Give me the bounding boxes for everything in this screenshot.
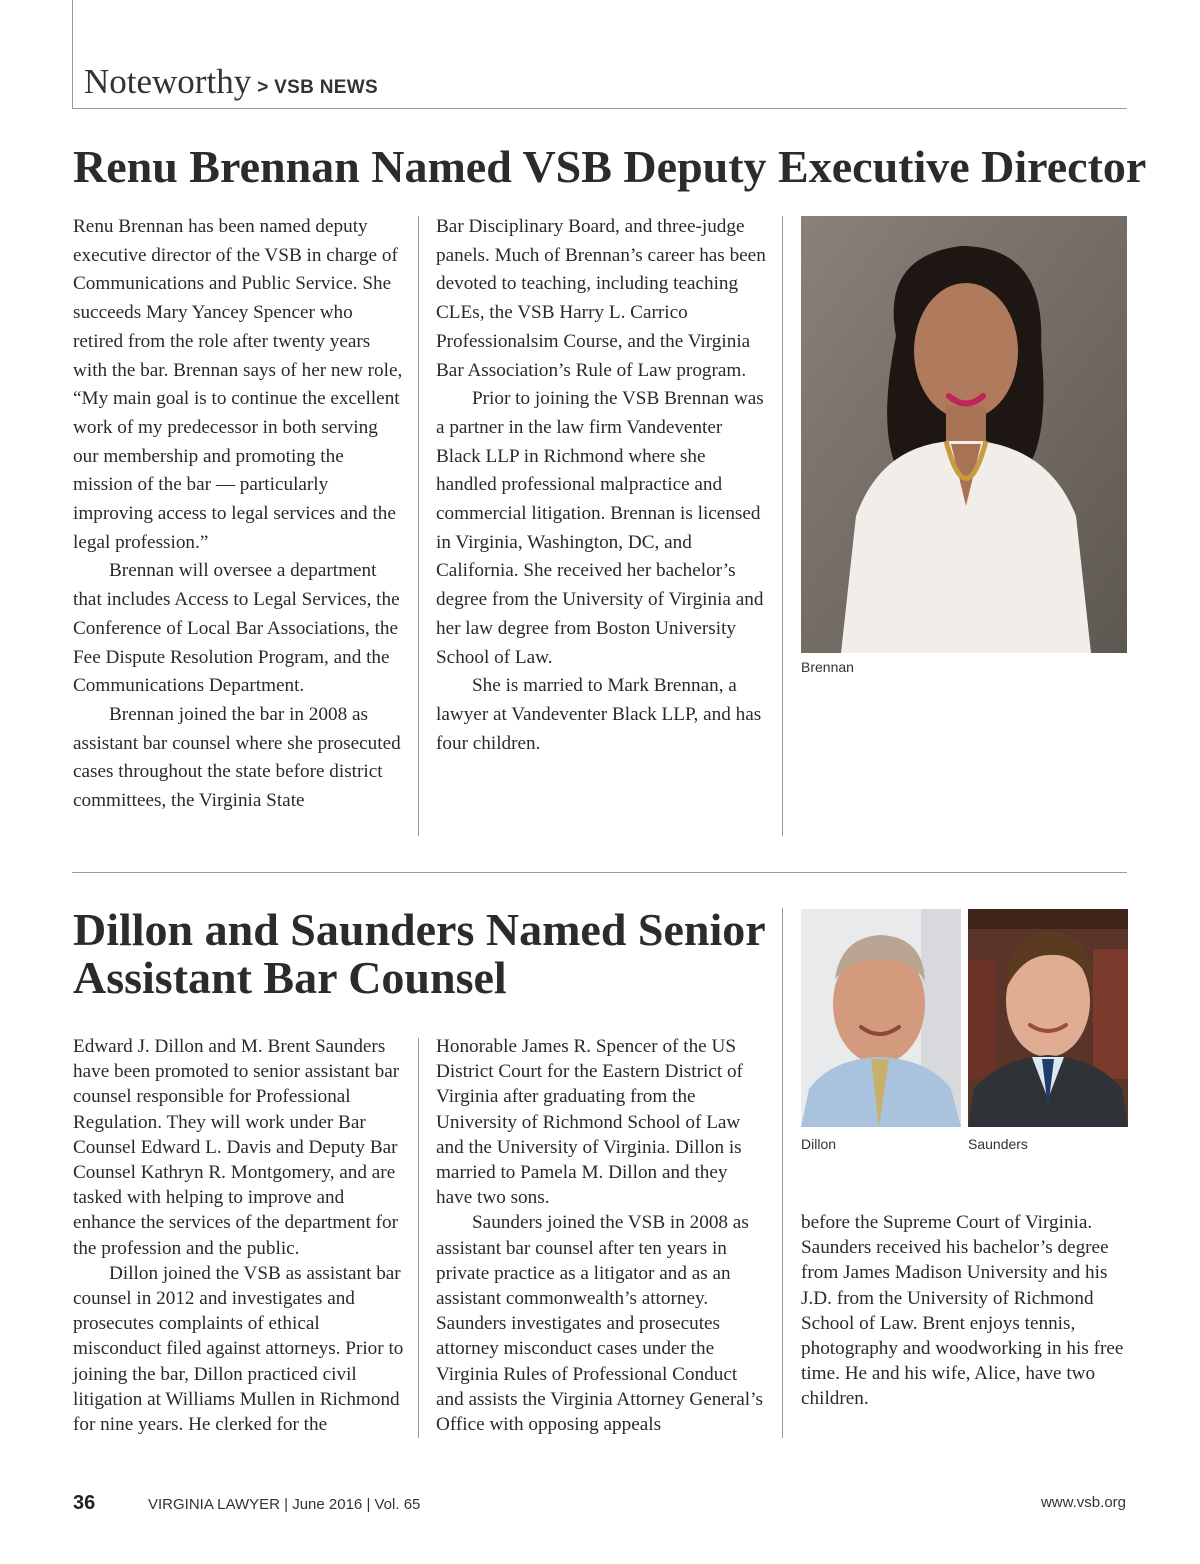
article2-column-1 xyxy=(73,1034,405,1437)
column-divider xyxy=(782,216,783,836)
article1-column-2 xyxy=(436,213,768,758)
section-name: Noteworthy xyxy=(84,62,252,101)
brennan-portrait-illustration xyxy=(801,216,1127,653)
saunders-portrait-illustration xyxy=(968,909,1128,1127)
section-header xyxy=(84,62,378,102)
brennan-photo xyxy=(801,216,1127,653)
subsection-name: > VSB NEWS xyxy=(257,77,378,98)
article2-title: Dillon and Saunders Named Senior Assistant Bar Counsel xyxy=(73,904,765,1003)
article2-column-2 xyxy=(436,1034,768,1437)
article1-paragraph: Brennan joined the bar in 2008 as assistant bar counsel where she prosecuted cases throughout the state before district committees, the Virginia State xyxy=(73,703,401,812)
article2-paragraph: Edward J. Dillon and M. Brent Saunders have been promoted to senior assistant bar counsel responsible for Professional Regulation. They will work under Bar Counsel Edward L. Davis and Deputy Bar Counsel Kathryn R. Montgomery, and are tasked with helping to improve and enhance the services of the department for the profession and the public. xyxy=(73,1036,400,1259)
article-separator-rule xyxy=(72,872,1127,873)
dillon-photo-caption: Dillon xyxy=(801,1136,837,1152)
header-rule xyxy=(72,108,1127,109)
column-divider xyxy=(418,216,419,836)
article1-title: Renu Brennan Named VSB Deputy Executive Director xyxy=(73,141,1147,192)
dillon-portrait-illustration xyxy=(801,909,961,1127)
dillon-photo xyxy=(801,909,961,1127)
page-number: 36 xyxy=(73,1492,96,1514)
column-divider xyxy=(418,1038,419,1438)
article2-paragraph: Honorable James R. Spencer of the US District Court for the Eastern District of Virginia after graduating from the University of Richmond School of Law and the University of Virginia. Dillon is married to Pamela M. Dillon and they have two sons. xyxy=(436,1036,743,1209)
column-divider xyxy=(782,908,783,1438)
article2-column-3 xyxy=(801,1210,1127,1412)
saunders-photo-caption: Saunders xyxy=(968,1136,1028,1152)
article2-paragraph: Dillon joined the VSB as assistant bar counsel in 2012 and investigates and prosecutes complaints of ethical misconduct filed against attorneys. Prior to joining the bar, Dillon practiced civil litigation at Williams Mullen in Richmond for nine years. He clerked for the xyxy=(73,1262,404,1436)
header-vertical-rule xyxy=(72,0,73,108)
article2-paragraph: before the Supreme Court of Virginia. Saunders received his bachelor’s degree from James Madison University and his J.D. from the University of Richmond School of Law. Brent enjoys tennis, photography and woodworking in his free time. He and his wife, Alice, have two children. xyxy=(801,1212,1124,1410)
website-url: www.vsb.org xyxy=(1040,1494,1126,1511)
article1-paragraph: Prior to joining the VSB Brennan was a partner in the law firm Vandeventer Black LLP in Richmond where she handled professional malpractice and commercial litigation. Brennan is licensed in Virginia, Washington, DC, and California. She received her bachelor’s degree from the University of Virginia and her law degree from Boston University School of Law. xyxy=(436,388,764,668)
brennan-photo-caption: Brennan xyxy=(801,659,854,675)
article2-paragraph: Saunders joined the VSB in 2008 as assistant bar counsel after ten years in private practice as a litigator and as an assistant commonwealth’s attorney. Saunders investigates and prosecutes attorney misconduct cases under the Virginia Rules of Professional Conduct and assists the Virginia Attorney General’s Office with opposing appeals xyxy=(436,1212,763,1436)
article1-paragraph: Brennan will oversee a department that includes Access to Legal Services, the Conference of Local Bar Associations, the Fee Dispute Resolution Program, and the Communications Department. xyxy=(73,560,400,697)
saunders-photo xyxy=(968,909,1128,1127)
article1-paragraph: Bar Disciplinary Board, and three-judge panels. Much of Brennan’s career has been devoted to teaching, including teaching CLEs, the VSB Harry L. Carrico Professionalsim Course, and the Virginia Bar Association’s Rule of Law program. xyxy=(436,216,766,381)
article1-paragraph: She is married to Mark Brennan, a lawyer at Vandeventer Black LLP, and has four children. xyxy=(436,675,762,754)
article1-column-1 xyxy=(73,213,403,816)
publication-info: VIRGINIA LAWYER | June 2016 | Vol. 65 xyxy=(148,1496,421,1513)
article1-paragraph: Renu Brennan has been named deputy executive director of the VSB in charge of Communications and Public Service. She succeeds Mary Yancey Spencer who retired from the role after twenty years with the bar. Brennan says of her new role, “My main goal is to continue the excellent work of my predecessor in both serving our membership and promoting the mission of the bar — particularly improving access to legal services and the legal profession.” xyxy=(73,216,403,553)
